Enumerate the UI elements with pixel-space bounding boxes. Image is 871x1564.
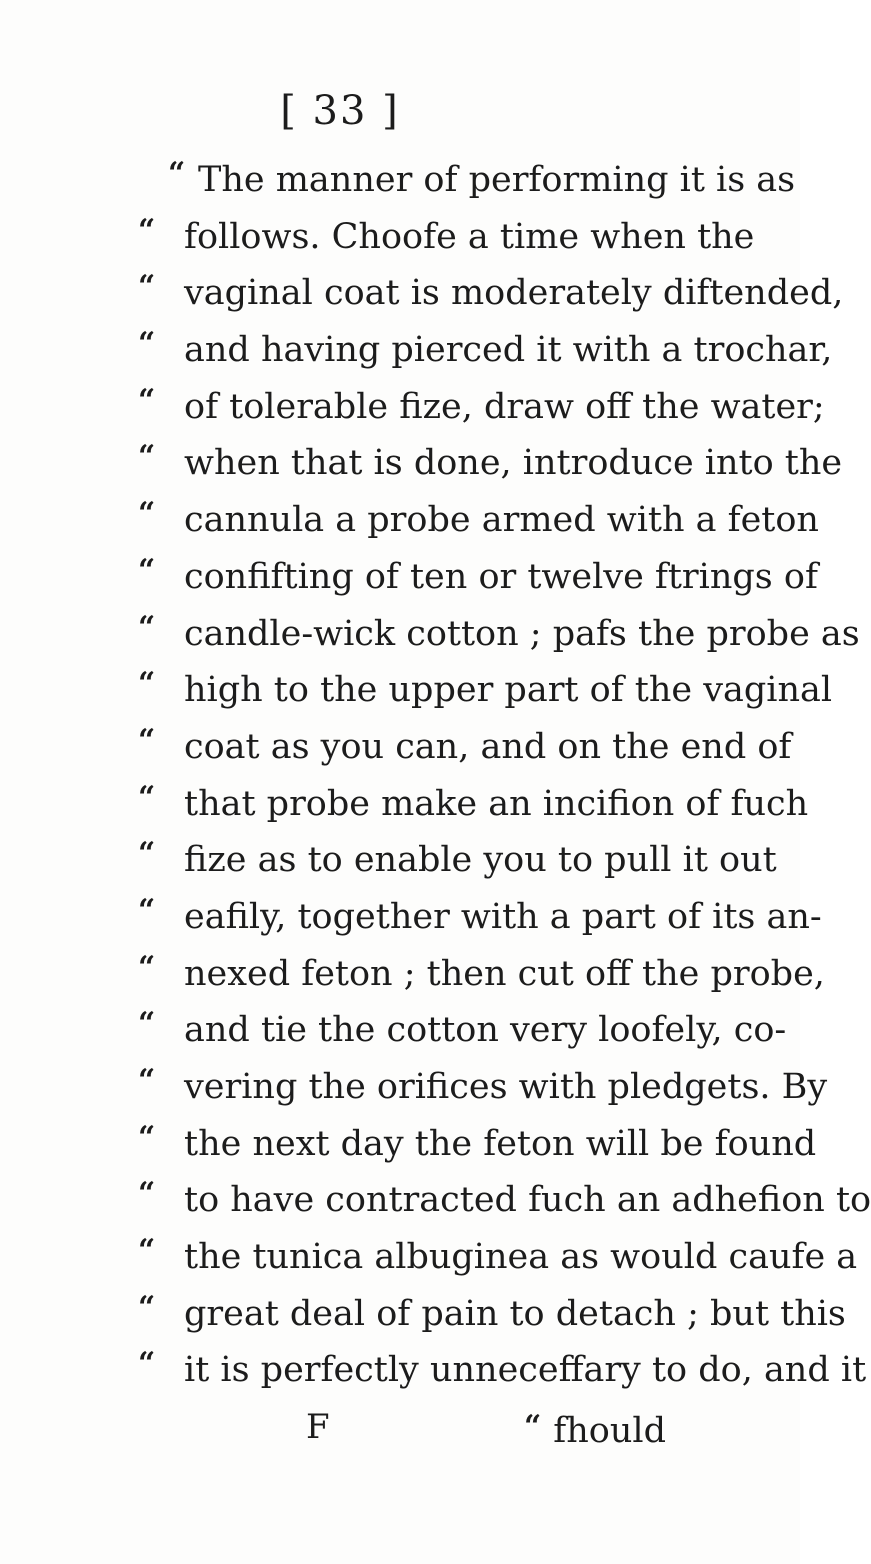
signature-mark: F xyxy=(306,1407,330,1448)
text-line xyxy=(0,1342,867,1399)
line-text: follows. Choofe a time when the xyxy=(184,216,755,257)
line-text: vering the orifices with pledgets. By xyxy=(184,1067,828,1107)
text-line xyxy=(0,1059,828,1116)
quote-mark: “ xyxy=(138,552,156,588)
line-text: vaginal coat is moderately diftended, xyxy=(184,273,844,314)
body-text xyxy=(0,152,871,1455)
quote-mark: “ xyxy=(138,666,156,702)
text-line xyxy=(0,379,825,436)
line-text: fize as to enable you to pull it out xyxy=(184,840,777,881)
quote-mark: “ xyxy=(138,836,156,872)
text-line xyxy=(0,265,844,322)
line-text: of tolerable fize, draw off the water; xyxy=(184,386,825,427)
line-text: to have contracted fuch an adhefion to xyxy=(184,1180,871,1221)
text-line xyxy=(0,492,819,549)
line-text: coat as you can, and on the end of xyxy=(184,726,792,767)
page-footer xyxy=(0,1399,800,1455)
line-text: cannula a probe armed with a feton xyxy=(184,500,819,541)
text-line xyxy=(0,832,800,889)
line-text: great deal of pain to detach ; but this xyxy=(184,1293,846,1334)
line-text: high to the upper part of the vaginal xyxy=(184,670,833,711)
line-text: the next day the feton will be found xyxy=(184,1123,817,1164)
line-text: and tie the cotton very loofely, co- xyxy=(184,1010,787,1051)
line-text: The manner of performing it is as xyxy=(198,160,796,200)
line-text: the tunica albuginea as would caufe a xyxy=(184,1237,858,1278)
line-text: it is perfectly unneceffary to do, and it xyxy=(184,1350,867,1391)
quote-mark: “ xyxy=(138,326,156,362)
quote-mark: “ xyxy=(138,1346,156,1382)
quote-mark: “ xyxy=(138,382,156,418)
quote-mark: “ xyxy=(138,496,156,532)
quote-mark: “ xyxy=(138,779,156,815)
line-text: that probe make an incifion of fuch xyxy=(184,783,809,824)
text-line xyxy=(0,1002,800,1059)
quote-mark: “ xyxy=(524,1409,542,1445)
text-line xyxy=(0,719,800,776)
line-text: nexed feton ; then cut off the probe, xyxy=(184,953,825,994)
quote-mark: “ xyxy=(138,609,156,645)
text-line xyxy=(0,606,860,663)
quote-mark: “ xyxy=(138,1176,156,1212)
page-number: [ 33 ] xyxy=(280,88,400,134)
text-line xyxy=(0,549,818,606)
text-line xyxy=(0,1172,871,1229)
text-line xyxy=(0,776,809,833)
quote-mark: “ xyxy=(138,212,156,248)
text-line xyxy=(0,435,843,492)
text-line xyxy=(0,209,800,266)
quote-mark: “ xyxy=(138,269,156,305)
quote-mark: “ xyxy=(138,1233,156,1269)
quote-mark: “ xyxy=(138,1119,156,1155)
quote-mark: “ xyxy=(138,722,156,758)
quote-mark: “ xyxy=(138,439,156,475)
text-line xyxy=(0,1116,817,1173)
text-line xyxy=(0,152,800,209)
text-line xyxy=(0,889,822,946)
text-line xyxy=(0,322,833,379)
text-line xyxy=(0,1286,846,1343)
line-text: eafily, together with a part of its an- xyxy=(184,896,822,937)
quote-mark: “ xyxy=(138,892,156,928)
line-text: confifting of ten or twelve ftrings of xyxy=(184,556,818,597)
line-text: and having pierced it with a trochar, xyxy=(184,330,833,371)
line-text: when that is done, introduce into the xyxy=(184,443,843,484)
catchword xyxy=(524,1399,666,1459)
text-line xyxy=(0,1229,858,1286)
quote-mark: “ xyxy=(138,949,156,985)
text-line xyxy=(0,946,825,1003)
line-text: candle-wick cotton ; pafs the probe as xyxy=(184,613,860,654)
quote-mark: “ xyxy=(138,1006,156,1042)
quote-mark: “ xyxy=(138,1289,156,1325)
text-line xyxy=(0,662,833,719)
quote-mark: “ xyxy=(138,1063,156,1098)
catchword-text: fhould xyxy=(553,1411,666,1452)
quote-mark: “ xyxy=(168,156,186,191)
